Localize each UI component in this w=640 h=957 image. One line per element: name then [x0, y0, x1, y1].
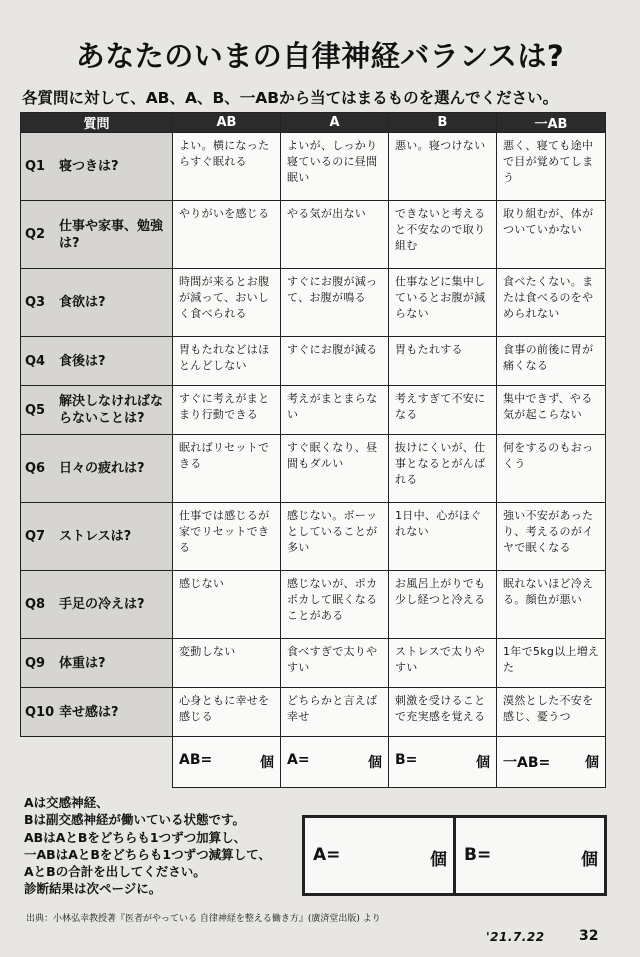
- question-cell: [21, 571, 173, 639]
- header-ab: AB: [173, 113, 281, 133]
- result-box: [302, 815, 607, 896]
- answer-minus-ab: 1年で5kg以上増えた: [497, 639, 606, 688]
- question-cell: [21, 386, 173, 435]
- answer-a: 感じない。ボーッとしていることが多い: [281, 503, 389, 571]
- answer-minus-ab: 取り組むが、体がついていかない: [497, 201, 606, 269]
- explanation-line: 診断結果は次ページに。: [24, 881, 162, 897]
- answer-a: 考えがまとまらない: [281, 386, 389, 435]
- answer-a: 食べすぎで太りやすい: [281, 639, 389, 688]
- explanation-line: Aは交感神経、: [24, 795, 109, 810]
- question-text: 幸せ感は?: [59, 704, 119, 720]
- table-row: [21, 337, 606, 386]
- total-a-field[interactable]: A= 個: [281, 737, 389, 788]
- header-b: B: [389, 113, 497, 133]
- answer-ab: 心身ともに幸せを感じる: [173, 688, 281, 737]
- question-text: 手足の冷えは?: [59, 597, 145, 612]
- table-row: [21, 201, 606, 269]
- question-cell: [21, 269, 173, 337]
- question-text: 食後は?: [59, 353, 106, 369]
- answer-b: 考えすぎて不安になる: [389, 386, 497, 435]
- question-text: 解決しなければならないことは?: [59, 394, 164, 426]
- answer-b: 1日中、心がほぐれない: [389, 503, 497, 571]
- question-text: 仕事や家事、勉強は?: [59, 218, 164, 251]
- source-citation: 出典：小林弘幸教授著『医者がやっている 自律神経を整える働き方』(廣済堂出版) より: [26, 914, 381, 924]
- question-number: Q10: [25, 704, 55, 720]
- question-cell: [21, 133, 173, 201]
- question-number: Q9: [25, 655, 46, 671]
- question-number: Q3: [25, 295, 46, 310]
- question-number: Q6: [25, 461, 46, 476]
- answer-b: 抜けにくいが、仕事となるとがんばれる: [389, 435, 497, 503]
- quiz-table: [20, 112, 606, 788]
- instructions: 各質問に対して、AB、A、B、一ABから当てはまるものを選んでください。: [22, 89, 559, 107]
- question-cell: [21, 337, 173, 386]
- answer-minus-ab: 悪く、寝ても途中で目が覚めてしまう: [497, 133, 606, 201]
- header-question: 質問: [21, 113, 173, 133]
- question-cell: [21, 201, 173, 269]
- explanation-line: 一ABはAとBをどちらも1つずつ減算して、: [24, 846, 271, 862]
- answer-b: 悪い。寝つけない: [389, 133, 497, 201]
- question-number: Q7: [25, 529, 46, 544]
- explanation-line: Bは副交感神経が働いている状態です。: [24, 812, 246, 828]
- table-row: [21, 688, 606, 737]
- page-number: 32: [579, 928, 599, 944]
- question-number: Q5: [25, 402, 46, 418]
- table-row: [21, 571, 606, 639]
- answer-b: 刺激を受けることで充実感を覚える: [389, 688, 497, 737]
- answer-minus-ab: 強い不安があったり、考えるのがイヤで眠くなる: [497, 503, 606, 571]
- answer-ab: 眠ればリセットできる: [173, 435, 281, 503]
- answer-ab: よい。横になったらすぐ眠れる: [173, 133, 281, 201]
- totals-spacer: [21, 737, 173, 788]
- table-header-row: [21, 113, 606, 133]
- answer-b: 胃もたれする: [389, 337, 497, 386]
- answer-a: どちらかと言えば幸せ: [281, 688, 389, 737]
- question-text: 体重は?: [59, 655, 106, 671]
- explanation-line: ABはAとBをどちらも1つずつ加算し、: [24, 829, 247, 845]
- table-row: [21, 639, 606, 688]
- answer-ab: 変動しない: [173, 639, 281, 688]
- table-row: [21, 133, 606, 201]
- answer-a: すぐにお腹が減る: [281, 337, 389, 386]
- answer-b: ストレスで太りやすい: [389, 639, 497, 688]
- explanation-line: AとBの合計を出してください。: [24, 864, 206, 880]
- table-row: [21, 435, 606, 503]
- header-minus-ab: 一AB: [497, 113, 606, 133]
- answer-b: できないと考えると不安なので取り組む: [389, 201, 497, 269]
- answer-ab: やりがいを感じる: [173, 201, 281, 269]
- answer-minus-ab: 眠れないほど冷える。顔色が悪い: [497, 571, 606, 639]
- question-number: Q4: [25, 353, 46, 369]
- question-cell: [21, 435, 173, 503]
- question-cell: [21, 503, 173, 571]
- answer-minus-ab: 食事の前後に胃が痛くなる: [497, 337, 606, 386]
- result-b-field[interactable]: B= 個: [453, 818, 604, 893]
- answer-ab: 仕事では感じるが家でリセットできる: [173, 503, 281, 571]
- total-b-field[interactable]: B= 個: [389, 737, 497, 788]
- answer-minus-ab: 漠然とした不安を感じ、憂うつ: [497, 688, 606, 737]
- answer-minus-ab: 集中できず、やる気が起こらない: [497, 386, 606, 435]
- answer-ab: 胃もたれなどはほとんどしない: [173, 337, 281, 386]
- answer-ab: 感じない: [173, 571, 281, 639]
- answer-a: すぐ眠くなり、昼間もダルい: [281, 435, 389, 503]
- answer-a: すぐにお腹が減って、お腹が鳴る: [281, 269, 389, 337]
- answer-a: やる気が出ない: [281, 201, 389, 269]
- table-row: [21, 386, 606, 435]
- question-cell: [21, 639, 173, 688]
- question-text: ストレスは?: [59, 529, 132, 544]
- answer-b: お風呂上がりでも少し経つと冷える: [389, 571, 497, 639]
- answer-a: 感じないが、ポカポカして眠くなることがある: [281, 571, 389, 639]
- header-a: A: [281, 113, 389, 133]
- answer-ab: 時間が来るとお腹が減って、おいしく食べられる: [173, 269, 281, 337]
- question-number: Q1: [25, 159, 46, 174]
- totals-row: [21, 737, 606, 788]
- question-text: 日々の疲れは?: [59, 461, 145, 476]
- question-number: Q8: [25, 597, 46, 612]
- issue-date: '21.7.22: [486, 930, 545, 944]
- result-a-field[interactable]: A= 個: [313, 845, 447, 870]
- answer-ab: すぐに考えがまとまり行動できる: [173, 386, 281, 435]
- answer-a: よいが、しっかり寝ているのに昼間眠い: [281, 133, 389, 201]
- answer-b: 仕事などに集中しているとお腹が減らない: [389, 269, 497, 337]
- question-text: 食欲は?: [59, 295, 106, 310]
- total-minus-ab-field[interactable]: 一AB= 個: [497, 737, 606, 788]
- answer-minus-ab: 食べたくない。または食べるのをやめられない: [497, 269, 606, 337]
- question-text: 寝つきは?: [59, 159, 119, 174]
- table-row: [21, 503, 606, 571]
- answer-minus-ab: 何をするのもおっくう: [497, 435, 606, 503]
- question-cell: [21, 688, 173, 737]
- explanation-text: [24, 794, 271, 898]
- total-ab-field[interactable]: AB= 個: [173, 737, 281, 788]
- question-number: Q2: [25, 227, 46, 242]
- page-title: あなたのいまの自律神経バランスは?: [75, 39, 565, 73]
- table-row: [21, 269, 606, 337]
